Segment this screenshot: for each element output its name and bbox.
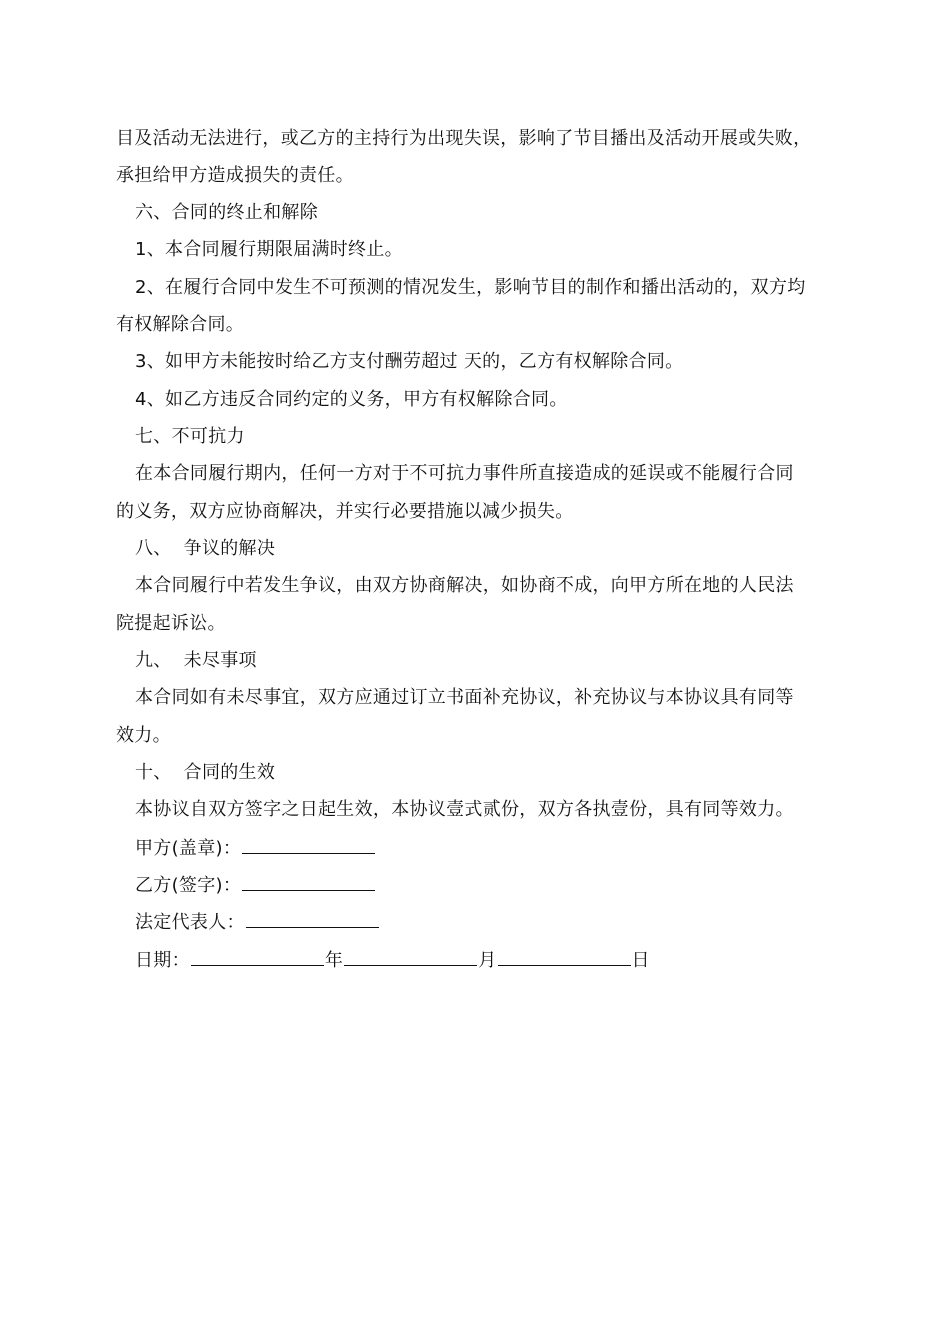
day-label: 日 — [631, 950, 650, 971]
party-a-label: 甲方(盖章)： — [135, 838, 242, 859]
clause6-item3: 3、如甲方未能按时给乙方支付酬劳超过 天的，乙方有权解除合同。 — [135, 351, 684, 372]
signature-date — [135, 948, 865, 973]
month-blank — [344, 948, 477, 966]
party-b-blank — [242, 873, 375, 891]
clause10-body: 本协议自双方签字之日起生效，本协议壹式贰份，双方各执壹份，具有同等效力。 — [135, 799, 794, 820]
signature-legal-rep — [135, 910, 865, 935]
legal-rep-blank — [246, 910, 379, 928]
clause8-body-line2: 院提起诉讼。 — [116, 613, 226, 634]
clause6-item2-line2: 有权解除合同。 — [116, 314, 245, 335]
clause6-item4: 4、如乙方违反合同约定的义务，甲方有权解除合同。 — [135, 389, 568, 410]
clause10-heading: 十、 合同的生效 — [135, 762, 276, 783]
party-b-label: 乙方(签字)： — [135, 875, 242, 896]
year-blank — [191, 948, 324, 966]
clause6-item1: 1、本合同履行期限届满时终止。 — [135, 239, 403, 260]
year-label: 年 — [324, 950, 344, 971]
clause6-item2-line1: 2、在履行合同中发生不可预测的情况发生，影响节目的制作和播出活动的，双方均 — [135, 277, 806, 298]
clause7-body-line1: 在本合同履行期内，任何一方对于不可抗力事件所直接造成的延误或不能履行合同 — [135, 463, 794, 484]
clause6-heading: 六、合同的终止和解除 — [135, 202, 318, 223]
clause9-body-line1: 本合同如有未尽事宜，双方应通过订立书面补充协议，补充协议与本协议具有同等 — [135, 687, 794, 708]
signature-party-a — [135, 836, 865, 861]
clause7-body-line2: 的义务，双方应协商解决，并实行必要措施以减少损失。 — [116, 501, 574, 522]
clause5-continuation-line2: 承担给甲方造成损失的责任。 — [116, 165, 354, 186]
signature-party-b — [135, 873, 865, 898]
clause8-heading: 八、 争议的解决 — [135, 538, 276, 559]
clause9-heading: 九、 未尽事项 — [135, 650, 257, 671]
legal-rep-label: 法定代表人： — [135, 912, 245, 933]
clause5-continuation-line1: 目及活动无法进行，或乙方的主持行为出现失误，影响了节目播出及活动开展或失败， — [116, 128, 812, 149]
party-a-blank — [242, 836, 375, 854]
date-label: 日期： — [135, 950, 190, 971]
clause9-body-line2: 效力。 — [116, 725, 171, 746]
month-label: 月 — [478, 950, 497, 971]
clause8-body-line1: 本合同履行中若发生争议，由双方协商解决，如协商不成，向甲方所在地的人民法 — [135, 575, 794, 596]
day-blank — [498, 948, 631, 966]
clause7-heading: 七、不可抗力 — [135, 426, 245, 447]
